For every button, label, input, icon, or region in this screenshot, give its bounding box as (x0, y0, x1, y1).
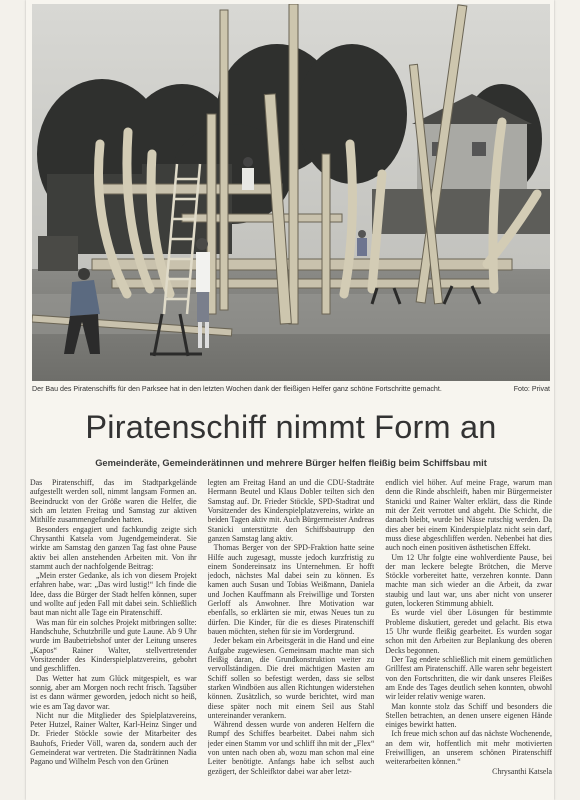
article-photo (32, 4, 550, 381)
author-line: Chrysanthi Katsela (492, 766, 552, 776)
paragraph: Was man für ein solches Projekt mitbringen sollte: Handschuhe, Schutzbrille und gute Laune. Ab 9 Uhr wurde im Baubetriebshof unter der Leitung unseres „Kapos“ Rainer Walter, stellvertretender Vorsitzender des Kinderspielplatzvereins, gebohrt und geschliffen. (30, 617, 197, 674)
paragraph: Während dessen wurde von anderen Helfern die Rumpf des Schiffes bearbeitet. Dabei nahm sich jeder einen Stamm vor und schliff ihn mit der „Flex“ von unten nach oben ab, wozu man schon mal eine Leiter benötigte. Anfangs habe ich selbst auch gezögert, der Schleifktor dabei war aber letzt- (207, 720, 375, 776)
article-subheadline: Gemeinderäte, Gemeinderätinnen und mehrere Bürger helfen fleißig beim Schiffsbau mit (95, 458, 487, 468)
paragraph: legten am Freitag Hand an und die CDU-Stadträte Hermann Beutel und Klaus Dobler teilten sich den Samstag auf. Dr. Frieder Stöckle, SPD-Stadtrat und Vorsitzender des Kinderspielplatzvereins, wirkte an beiden Tagen aktiv mit. Auch Bürgermeister Andreas Stanicki unterstützte den Schiffsbautrupp den ganzen Samstag lang aktiv. (207, 478, 375, 543)
paragraph: Besonders engagiert und fachkundig zeigte sich Chrysanthi Katsela vom Jugendgemeinderat. Sie wirkte am Samstag den ganzen Tag fast ohne Pause aktiv bei allen anstehenden Arbeiten mit. Von ihr stammt auch der nachfolgende Beitrag: (30, 524, 197, 571)
paragraph: Thomas Berger von der SPD-Fraktion hatte seine Hilfe auch zugesagt, musste jedoch kurzfristig zu einem Sondereinsatz ins Unternehmen. Er hofft jedoch, nächstes Mal dabei sein zu können. Es kamen auch Susan und Tobias Weißmann, Daniela und Jochen Kauffmann als Freiwillige und Torsten Gerloff als Anwohner. Ihre Motivation war ebenfalls, so erklärten sie mir, etwas Neues tun zu dürfen. Die Kinder, für die es dieses Piratenschiff bauen möchten, stehen für sie im Vordergrund. (207, 543, 375, 636)
paragraph: Nicht nur die Mitglieder des Spielplatzvereins, Peter Hutzel, Rainer Walter, Karl-Heinz Singer und Dr. Frieder Stöckle sowie der Mitarbeiter des Bauhofs, Frieder Völl, waren da, sondern auch der Gemeinderat war vertreten. Die Stadträtinnen Nadia Pagano und Wilhelm Pesch von den Grünen (30, 710, 197, 767)
photo-credit: Foto: Privat (513, 385, 550, 393)
article-headline: Piratenschiff nimmt Form an (85, 409, 497, 445)
paragraph: Der Tag endete schließlich mit einem gemütlichen Grillfest am Piratenschiff. Alle waren sehr begeistert von den Fortschritten, die wir dank unseres Fleißes am Ende des Tages deutlich sehen konnten, obwohl wir leider relativ wenige waren. (385, 654, 552, 702)
article-column-3 (385, 478, 552, 800)
paragraph: Man konnte stolz das Schiff und besonders die Stellen betrachten, an denen unsere eigenen Hände einiges bewirkt hatten. (385, 701, 552, 730)
paragraph: Es wurde viel über Lösungen für bestimmte Probleme diskutiert, geredet und gelacht. Bis etwa 15 Uhr wurde fleißig gearbeitet. Es wurden sogar schon mit den Arbeiten zur Beplankung des oberen Decks begonnen. (385, 608, 552, 655)
paragraph: Jeder bekam ein Arbeitsgerät in die Hand und eine Aufgabe zugewiesen. Gemeinsam machte man sich fleißig daran, die Grundkonstruktion weiter zu vervollständigen. Die drei mächtigen Masten am Schiff sollen so befestigt werden, dass sie selbst starken Windböen aus allen Richtungen widerstehen können. Zusätzlich, so wurde berichtet, wird man diese später noch mit einem Seil aus Stahl untereinander verankern. (207, 636, 375, 720)
paragraph: Ich freue mich schon auf das nächste Wochenende, an dem wir, hoffentlich mit mehr motivierten Freiwilligen, an unserem schönen Piratenschiff weiterarbeiten können.“ (385, 729, 552, 767)
article-column-2 (208, 478, 375, 800)
photo-caption: Der Bau des Piratenschiffs für den Parksee hat in den letzten Wochen dank der fleißigen Helfer ganz schöne Fortschritte gemacht. (32, 385, 442, 393)
article-body (30, 478, 552, 800)
paragraph: „Mein erster Gedanke, als ich von diesem Projekt erfahren habe, war: „Das wird lustig!“ Ich finde die Idee, dass die Bürger der Stadt helfen können, super und wollte auf jeden Fall mit dabei sein. Schließlich baut man nicht alle Tage ein Piratenschiff. (30, 571, 197, 618)
photo-caption-row (32, 385, 550, 393)
paragraph: endlich viel höher. Auf meine Frage, warum man denn die Rinde abschleift, haben mir Bürgermeister Stanicki und Rainer Walter erklärt, dass die Rinde mit der Zeit verrottet und abgeht. Die Schicht, die danach bleibt, wurde bei Nässe rutschig werden. Da dies aber bei einem Kinderspielplatz nicht sein darf, muss diese abgeschliffen werden. Nebenbei hat dies auch noch einen positiven ästhetischen Effekt. (385, 478, 552, 553)
paragraph: Das Piratenschiff, das im Stadtparkgelände aufgestellt werden soll, nimmt langsam Formen an. Beeindruckt von der Größe waren die Helfer, die sich am letzten Freitag und Samstag zur aktiven Mithilfe zusammengefunden hatten. (30, 478, 197, 525)
paragraph: Das Wetter hat zum Glück mitgespielt, es war sonnig, aber am Morgen noch recht frisch. Tagsüber ist es dann wärmer geworden, jedoch nicht so heiß, wie es am Tag davor war. (30, 673, 197, 711)
paragraph: Um 12 Uhr folgte eine wohlverdiente Pause, bei der man leckere belegte Brötchen, die Merve Stöckle vorbereitet hatte, verzehren konnte. Dann machte man sich wieder an die Arbeit, da zwar staubig und laut war, uns aber nicht von unserer guten, lockeren Stimmung abhielt. (385, 552, 552, 609)
article-column-1 (30, 478, 197, 800)
